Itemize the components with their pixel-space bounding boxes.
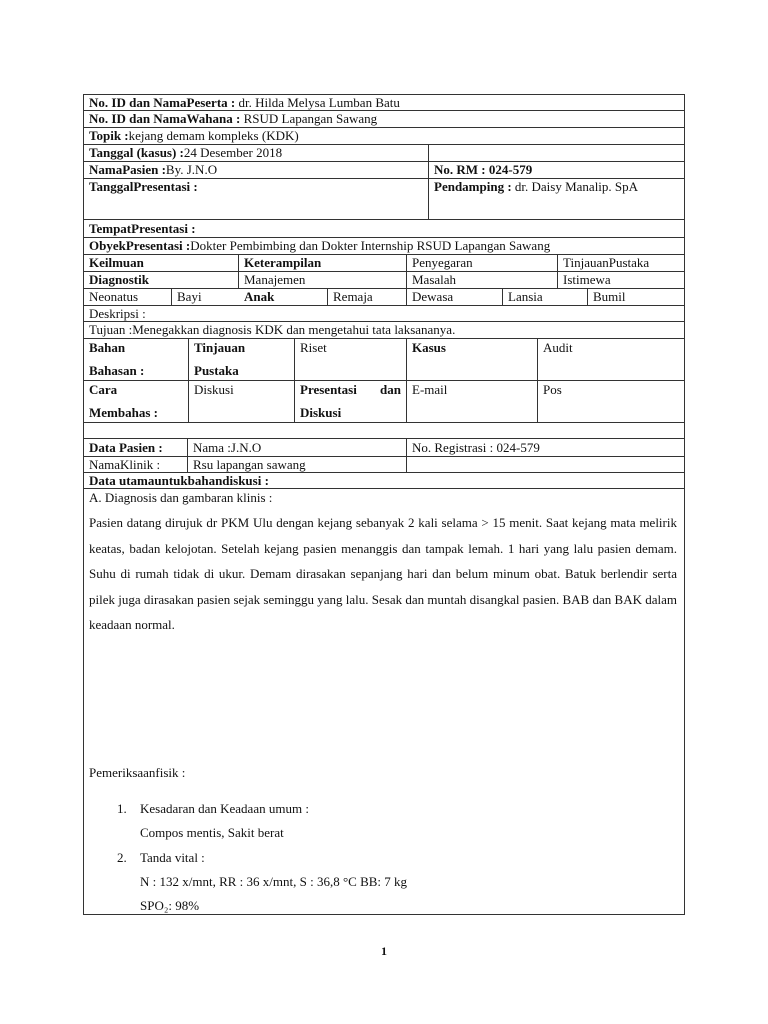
- pemeriksaan-title: Pemeriksaanfisik :: [89, 765, 186, 780]
- nama-pasien-value: By. J.N.O: [165, 162, 218, 177]
- topik-label: Topik :: [89, 128, 129, 143]
- id-peserta-value: dr. Hilda Melysa Lumban Batu: [235, 95, 400, 110]
- cat-penyegaran: Penyegaran: [412, 255, 473, 270]
- nama-klinik-label: NamaKlinik :: [89, 457, 161, 472]
- tanggal-presentasi-label: TanggalPresentasi :: [89, 179, 198, 194]
- item2-number: 2.: [117, 850, 127, 865]
- cat-bayi: Bayi: [177, 289, 202, 304]
- id-peserta-row: [89, 95, 400, 111]
- section-a-heading: A. Diagnosis dan gambaran klinis :: [89, 490, 273, 505]
- nama-pasien-label: NamaPasien :: [89, 162, 166, 177]
- nama-pasien-row: [89, 162, 217, 178]
- cat-bumil: Bumil: [593, 289, 626, 304]
- cat-neonatus: Neonatus: [89, 289, 139, 304]
- cara-pos: Pos: [543, 382, 562, 397]
- data-pasien-label: Data Pasien :: [89, 440, 163, 455]
- data-utama-label: Data utamauntukbahandiskusi :: [89, 473, 269, 488]
- cara-presentasi: Presentasi: [300, 382, 357, 397]
- deskripsi: Deskripsi :: [89, 306, 146, 321]
- pendamping-value: dr. Daisy Manalip. SpA: [511, 179, 639, 194]
- cara-presentasi-diskusi: Diskusi: [300, 405, 342, 420]
- topik-value: kejang demam kompleks (KDK): [128, 128, 299, 143]
- cara-presentasi-dan: dan: [380, 382, 401, 397]
- bahan-riset: Riset: [300, 340, 327, 355]
- cat-manajemen: Manajemen: [244, 272, 306, 287]
- item1-value: Compos mentis, Sakit berat: [140, 825, 284, 840]
- cat-dewasa: Dewasa: [412, 289, 454, 304]
- pendamping-row: [434, 179, 638, 195]
- cara-label-2: Membahas :: [89, 405, 158, 420]
- tujuan: Tujuan :Menegakkan diagnosis KDK dan mengetahui tata laksananya.: [89, 322, 456, 337]
- cat-istimewa: Istimewa: [563, 272, 611, 287]
- item1-label: Kesadaran dan Keadaan umum :: [140, 801, 309, 816]
- cat-diagnostik: Diagnostik: [89, 272, 149, 287]
- clinical-paragraph: Pasien datang dirujuk dr PKM Ulu dengan kejang sebanyak 2 kali selama > 15 menit. Saat kejang mata melirik keatas, badan kelojotan. Setelah kejang pasien menanggis dan tampak lemah. 1 hari yang lalu pasien demam. Suhu di rumah tidak di ukur. Demam dirasakan sepanjang hari dan belum minum obat. Batuk berlendir serta pilek juga dirasakan pasien sejak seminggu yang lalu. Sesak dan muntah disangkal pasien. BAB dan BAK dalam keadaan normal.: [89, 515, 677, 632]
- nama-klinik-value: Rsu lapangan sawang: [193, 457, 306, 472]
- bahan-kasus: Kasus: [412, 340, 446, 355]
- item2-label: Tanda vital :: [140, 850, 205, 865]
- bahan-tinjauan-1: Tinjauan: [194, 340, 246, 355]
- topik-row: [89, 128, 299, 144]
- id-wahana-row: [89, 111, 377, 127]
- cat-lansia: Lansia: [508, 289, 543, 304]
- bahan-tinjauan-2: Pustaka: [194, 363, 239, 378]
- cat-keilmuan: Keilmuan: [89, 255, 144, 270]
- cat-masalah: Masalah: [412, 272, 457, 287]
- obyek-value: Dokter Pembimbing dan Dokter Internship RSUD Lapangan Sawang: [190, 238, 551, 253]
- id-peserta-label: No. ID dan NamaPeserta :: [89, 95, 236, 110]
- data-pasien-nama: Nama :J.N.O: [193, 440, 262, 455]
- no-rm: No. RM : 024-579: [434, 162, 533, 177]
- cara-label-1: Cara: [89, 382, 118, 397]
- tanggal-value: 24 Desember 2018: [183, 145, 283, 160]
- item2-spo2: SPO₂: 98%: [140, 898, 200, 913]
- pendamping-label: Pendamping :: [434, 179, 512, 194]
- cat-remaja: Remaja: [333, 289, 373, 304]
- tempat-presentasi-label: TempatPresentasi :: [89, 221, 196, 236]
- obyek-row: [89, 238, 550, 254]
- bahan-label-1: Bahan: [89, 340, 126, 355]
- obyek-label: ObyekPresentasi :: [89, 238, 191, 253]
- cat-anak: Anak: [244, 289, 275, 304]
- cara-email: E-mail: [412, 382, 448, 397]
- page-number: 1: [381, 944, 387, 958]
- id-wahana-value: RSUD Lapangan Sawang: [240, 111, 378, 126]
- bahan-label-2: Bahasan :: [89, 363, 145, 378]
- bahan-audit: Audit: [543, 340, 573, 355]
- tanggal-label: Tanggal (kasus) :: [89, 145, 184, 160]
- cat-tinjauan-pustaka: TinjauanPustaka: [563, 255, 650, 270]
- data-pasien-no-registrasi: No. Registrasi : 024-579: [412, 440, 540, 455]
- item1-number: 1.: [117, 801, 127, 816]
- id-wahana-label: No. ID dan NamaWahana :: [89, 111, 241, 126]
- cat-keterampilan: Keterampilan: [244, 255, 322, 270]
- item2-vitals: N : 132 x/mnt, RR : 36 x/mnt, S : 36,8 °C BB: 7 kg: [140, 874, 408, 889]
- tanggal-row: [89, 145, 282, 161]
- cara-diskusi: Diskusi: [194, 382, 234, 397]
